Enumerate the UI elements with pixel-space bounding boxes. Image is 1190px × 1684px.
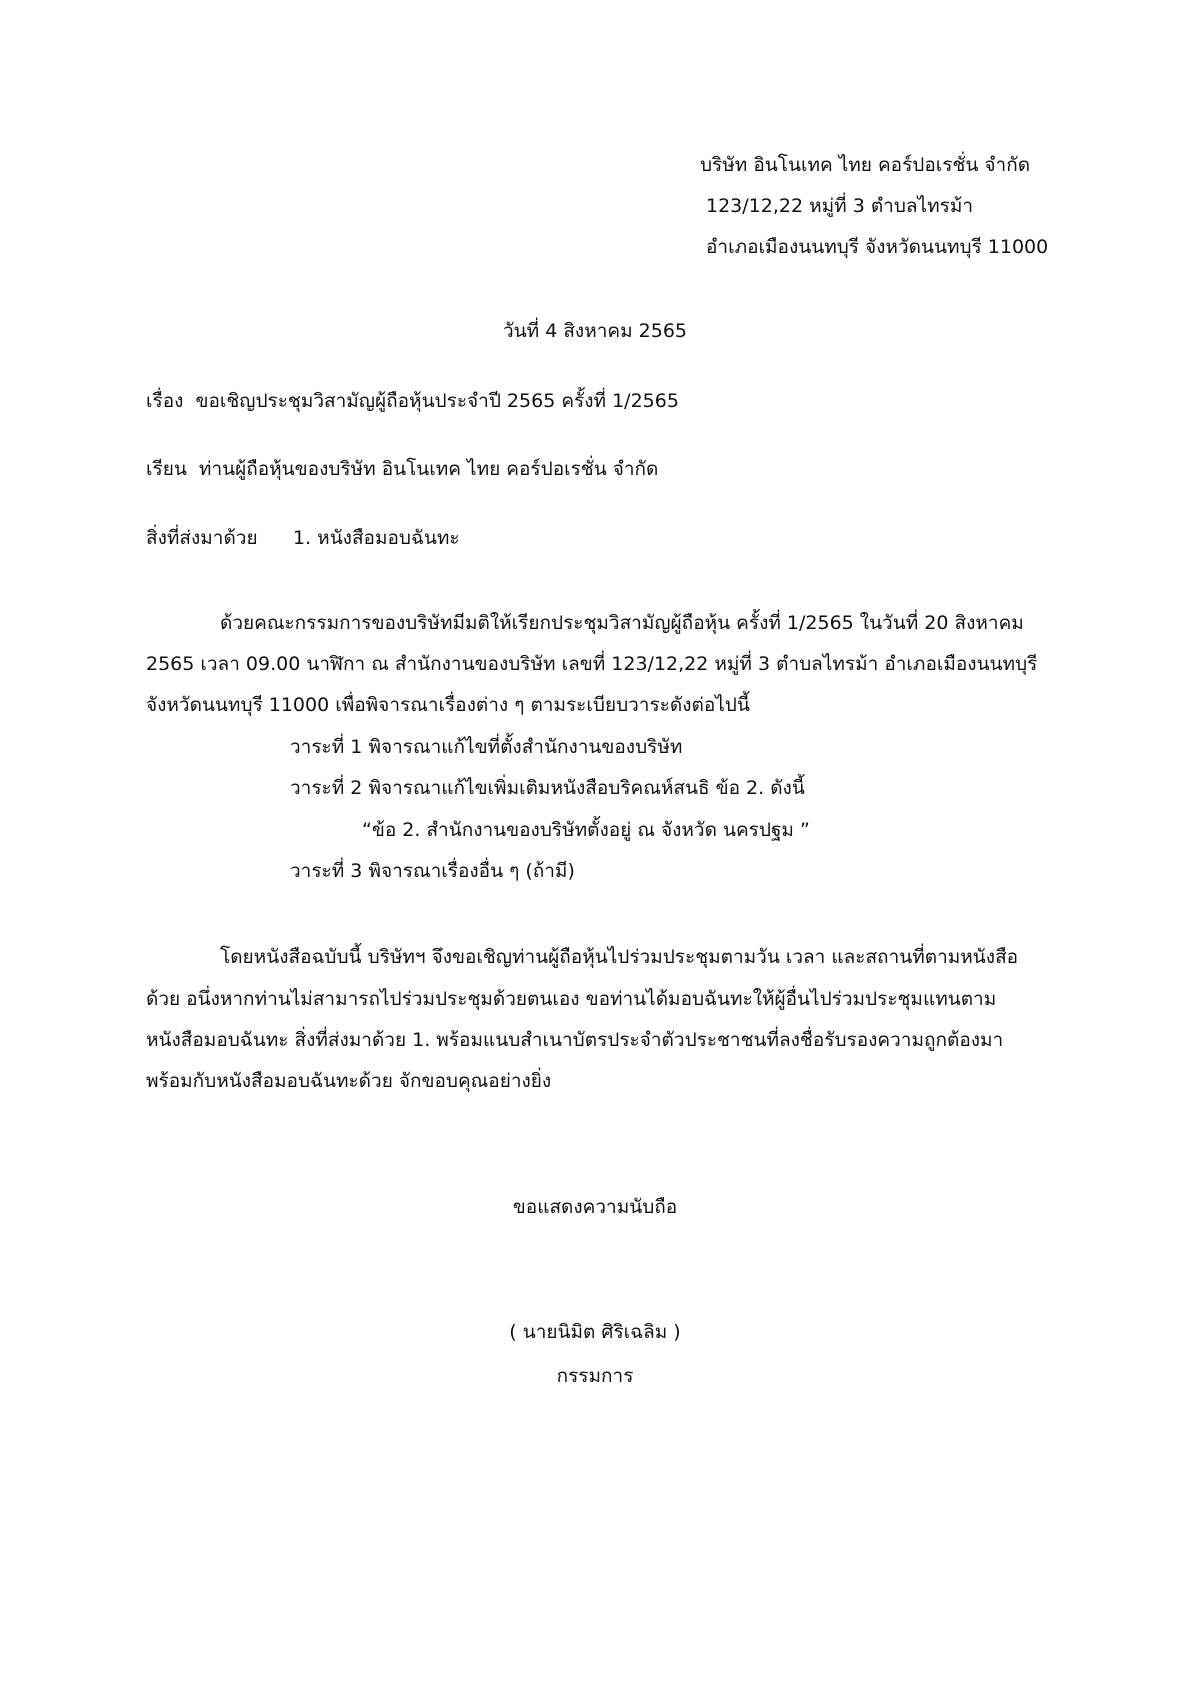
signatory-title: กรรมการ	[556, 1365, 634, 1387]
enclosure-label: สิ่งที่ส่งมาด้วย	[146, 527, 258, 549]
company-address-line1: 123/12,22 หมู่ที่ 3 ตำบลไทรม้า	[706, 195, 974, 217]
subject-value: ขอเชิญประชุมวิสามัญผู้ถือหุ้นประจำปี 2565 ครั้งที่ 1/2565	[195, 390, 679, 412]
agenda-item-1: วาระที่ 1 พิจารณาแก้ไขที่ตั้งสำนักงานของบริษัท	[290, 736, 683, 758]
body-paragraph-1-line-1: ด้วยคณะกรรมการของบริษัทมีมติให้เรียกประชุมวิสามัญผู้ถือหุ้น ครั้งที่ 1/2565 ในวันที่ 20 สิงหาคม	[220, 612, 1024, 634]
signatory-name: ( นายนิมิต ศิริเฉลิม )	[509, 1321, 681, 1343]
company-address-line2: อำเภอเมืองนนทบุรี จังหวัดนนทบุรี 11000	[706, 236, 1049, 258]
subject-label: เรื่อง	[146, 390, 184, 412]
agenda-item-3: วาระที่ 3 พิจารณาเรื่องอื่น ๆ (ถ้ามี)	[290, 860, 575, 882]
body-paragraph-2-line-3: หนังสือมอบฉันทะ สิ่งที่ส่งมาด้วย 1. พร้อมแนบสำเนาบัตรประจำตัวประชาชนที่ลงชื่อรับรองความถูกต้องมา	[146, 1029, 1004, 1051]
subject-line	[146, 392, 679, 411]
body-paragraph-2-line-2: ด้วย อนึ่งหากท่านไม่สามารถไปร่วมประชุมด้วยตนเอง ขอท่านได้มอบฉันทะให้ผู้อื่นไปร่วมประชุมแทนตาม	[146, 988, 997, 1010]
letter-date: วันที่ 4 สิงหาคม 2565	[502, 320, 688, 342]
body-paragraph-2-line-1: โดยหนังสือฉบับนี้ บริษัทฯ จึงขอเชิญท่านผู้ถือหุ้นไปร่วมประชุมตามวัน เวลา และสถานที่ตามหนังสือ	[220, 946, 1019, 968]
body-paragraph-1-line-2: 2565 เวลา 09.00 นาฬิกา ณ สำนักงานของบริษัท เลขที่ 123/12,22 หมู่ที่ 3 ตำบลไทรม้า อำเภอเมืองนนทบุรี	[146, 653, 1038, 675]
recipient-line	[146, 460, 658, 479]
enclosure-line	[146, 529, 460, 548]
recipient-label: เรียน	[146, 458, 187, 480]
body-paragraph-2-line-4: พร้อมกับหนังสือมอบฉันทะด้วย จักขอบคุณอย่างยิ่ง	[146, 1070, 552, 1092]
body-paragraph-1-line-3: จังหวัดนนทบุรี 11000 เพื่อพิจารณาเรื่องต่าง ๆ ตามระเบียบวาระดังต่อไปนี้	[146, 694, 750, 716]
company-name: บริษัท อินโนเทค ไทย คอร์ปอเรชั่น จำกัด	[700, 154, 1031, 176]
agenda-item-2: วาระที่ 2 พิจารณาแก้ไขเพิ่มเติมหนังสือบริคณห์สนธิ ข้อ 2. ดังนี้	[290, 777, 805, 799]
recipient-value: ท่านผู้ถือหุ้นของบริษัท อินโนเทค ไทย คอร์ปอเรชั่น จำกัด	[198, 458, 659, 480]
enclosure-value: 1. หนังสือมอบฉันทะ	[293, 527, 460, 549]
agenda-item-2-quote: “ข้อ 2. สำนักงานของบริษัทตั้งอยู่ ณ จังหวัด นครปฐม ”	[362, 819, 810, 841]
closing-text: ขอแสดงความนับถือ	[512, 1196, 678, 1218]
